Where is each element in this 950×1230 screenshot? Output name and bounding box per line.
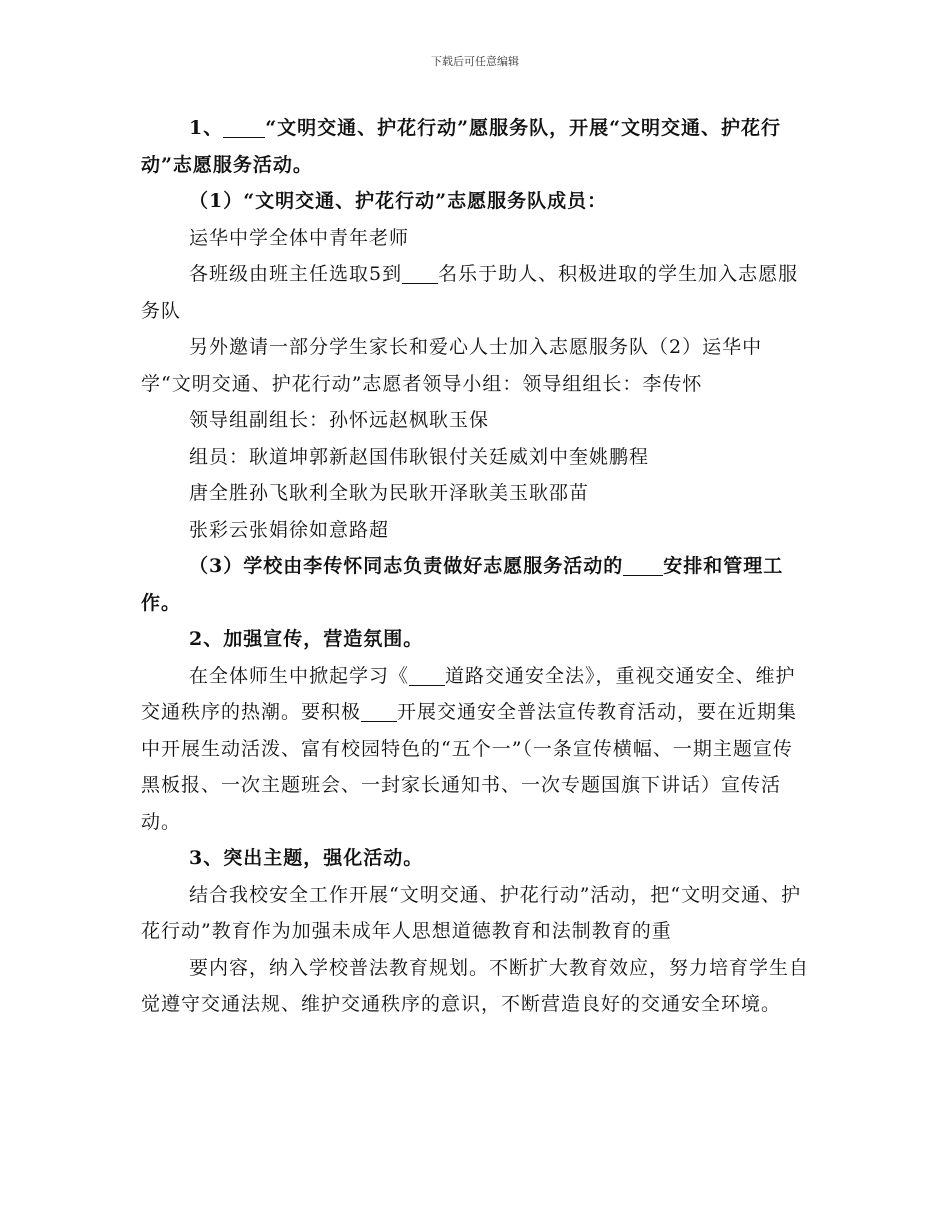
section-2-heading: 2、加强宣传，营造氛围。	[189, 628, 424, 650]
paragraph: 领导组副组长：孙怀远赵枫耿玉保	[189, 409, 490, 431]
fill-blank	[361, 699, 397, 722]
fill-blank	[623, 553, 663, 576]
document-body	[141, 110, 811, 1023]
paragraph: 要内容，纳入学校普法教育规划。不断扩大教育效应，努力培育学生自觉遵守交通法规、维护交通秩序的意识，不断营造良好的交通安全环境。	[141, 956, 810, 1015]
section-3-heading: 3、突出主题，强化活动。	[189, 847, 424, 869]
fill-blank	[402, 261, 438, 284]
paragraph: 另外邀请一部分学生家长和爱心人士加入志愿服务队（2）运华中学“文明交通、护花行动”志愿者领导小组：领导组组长：李传怀	[141, 336, 763, 395]
paragraph: 唐全胜孙飞耿利全耿为民耿开泽耿美玉耿邵苗	[189, 482, 590, 504]
paragraph: 运华中学全体中青年老师	[189, 226, 410, 249]
subsection-1-heading: （1）“文明交通、护花行动”志愿服务队成员：	[189, 190, 608, 212]
paragraph: 张彩云张娟徐如意路超	[189, 518, 390, 541]
paragraph: 结合我校安全工作开展“文明交通、护花行动”活动，把“文明交通、护花行动”教育作为加强未成年人思想道德教育和法制教育的重	[141, 883, 802, 942]
section-1-heading: 1、 “文明交通、护花行动”愿服务队，开展“文明交通、护花行动”志愿服务活动。	[141, 117, 782, 176]
subsection-3-heading: （3）学校由李传怀同志负责做好志愿服务活动的 安排和管理工作。	[141, 555, 784, 614]
paragraph: 各班级由班主任选取5到 名乐于助人、积极进取的学生加入志愿服务队	[141, 263, 799, 322]
fill-blank	[409, 663, 445, 686]
fill-blank	[223, 115, 265, 138]
page-header: 下载后可任意编辑	[431, 55, 519, 68]
paragraph: 组员：耿道坤郭新赵国伟耿银付关廷威刘中奎姚鹏程	[189, 445, 650, 468]
paragraph: 在全体师生中掀起学习《 道路交通安全法》，重视交通安全、维护交通秩序的热潮。要积极 开展交通安全普法宣传教育活动，要在近期集中开展生动活泼、富有校园特色的“五个一”（一条宣传横幅、一期主题宣传黑板报、一次主题班会、一封家长通知书、一次专题国旗下讲话）宣传活动。	[141, 664, 798, 833]
